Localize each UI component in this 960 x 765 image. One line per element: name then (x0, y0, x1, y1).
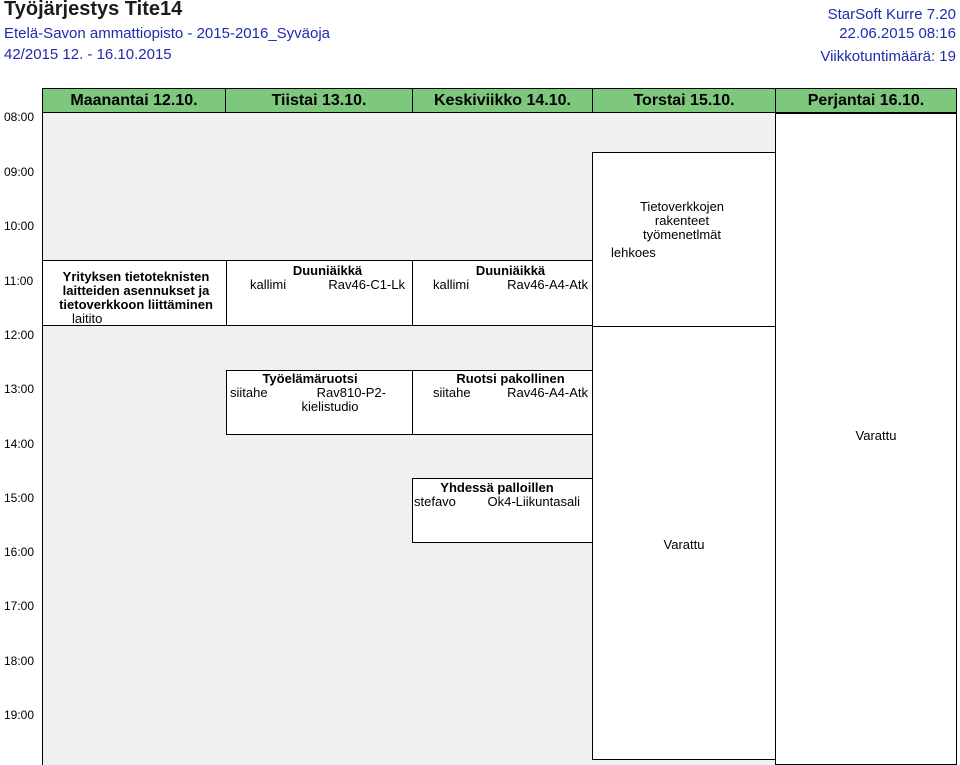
day-header-thu: Torstai 15.10. (592, 88, 776, 113)
time-label: 08:00 (4, 110, 35, 124)
day-column-mon (42, 88, 226, 765)
event-teacher: stefavo (414, 494, 456, 509)
time-label: 16:00 (4, 545, 35, 559)
time-label: 09:00 (4, 165, 35, 179)
event-room: Rav46-A4-Atk (507, 385, 588, 400)
event-teacher: laitito (72, 311, 103, 326)
software-version: StarSoft Kurre 7.20 (827, 6, 956, 23)
event-tue-tyoelama (230, 372, 390, 414)
event-teacher: siitahe (230, 385, 268, 400)
event-fri-varattu: Varattu (855, 428, 897, 443)
print-timestamp: 22.06.2015 08:16 (839, 25, 956, 42)
time-label: 14:00 (4, 437, 35, 451)
event-room: Rav46-C1-Lk (328, 277, 405, 292)
weekly-hours: Viikkotuntimäärä: 19 (820, 48, 956, 65)
event-room: Rav46-A4-Atk (507, 277, 588, 292)
day-header-tue: Tiistai 13.10. (225, 88, 413, 113)
grid-left-border (42, 88, 43, 765)
event-wed-duuni (433, 264, 588, 292)
event-title: Yrityksen tietoteknisten laitteiden asennukset ja tietoverkkoon liittäminen (59, 269, 213, 312)
event-teacher: kallimi (433, 277, 470, 292)
event-wed-pallo (414, 481, 580, 509)
event-title: Duuniäikkä (292, 263, 363, 278)
time-label: 10:00 (4, 219, 35, 233)
event-room-2: kielistudio (301, 399, 359, 414)
event-wed-ruotsi (433, 372, 588, 400)
time-label: 13:00 (4, 382, 35, 396)
event-title: Ruotsi pakollinen (456, 371, 565, 386)
timetable-grid (42, 88, 957, 765)
event-teacher: kallimi (250, 277, 287, 292)
event-title: Yhdessä palloillen (440, 480, 554, 495)
time-label: 11:00 (4, 274, 34, 288)
event-teacher: siitahe (433, 385, 471, 400)
event-thu-verkko (596, 200, 768, 260)
day-header-fri: Perjantai 16.10. (775, 88, 957, 113)
week-range: 42/2015 12. - 16.10.2015 (4, 46, 172, 63)
event-title: Tietoverkkojen rakenteet työmenetlmät (639, 199, 725, 242)
event-tue-duuni (250, 264, 405, 292)
event-title: Duuniäikkä (475, 263, 546, 278)
school-name: Etelä-Savon ammattiopisto - 2015-2016_Syväoja (4, 25, 331, 42)
event-room: Ok4-Liikuntasali (487, 494, 580, 509)
time-label: 19:00 (4, 708, 35, 722)
time-label: 17:00 (4, 599, 35, 613)
day-header-mon: Maanantai 12.10. (42, 88, 226, 113)
event-teacher: lehkoes (611, 245, 656, 260)
time-label: 18:00 (4, 654, 35, 668)
event-title: Työelämäruotsi (262, 371, 358, 386)
event-mon-it (54, 270, 218, 326)
time-label: 12:00 (4, 328, 35, 342)
time-label: 15:00 (4, 491, 35, 505)
event-room: Rav810-P2- (316, 385, 386, 400)
event-thu-varattu: Varattu (663, 537, 705, 552)
page-title: Työjärjestys Tite14 (4, 0, 183, 20)
day-header-wed: Keskiviikko 14.10. (412, 88, 593, 113)
